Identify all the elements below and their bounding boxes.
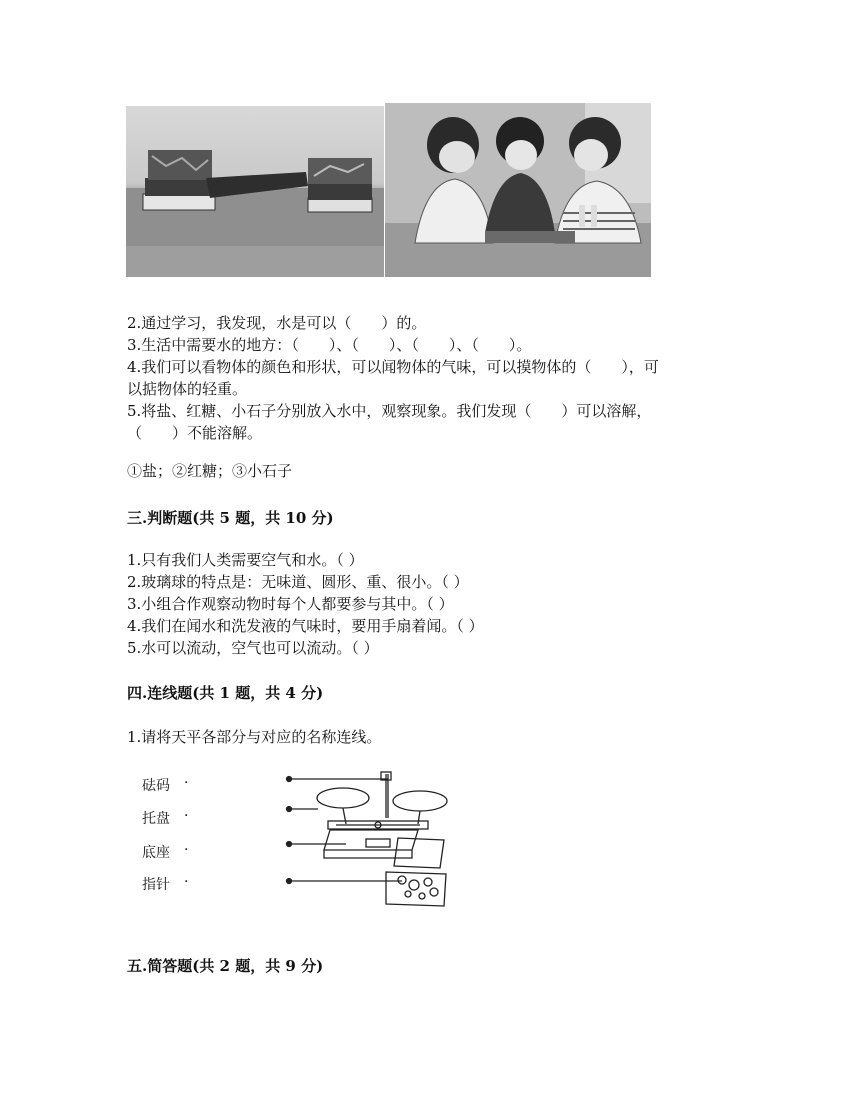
balance-scale-diagram bbox=[280, 768, 460, 908]
match-dot-3[interactable]: · bbox=[184, 842, 189, 858]
judge-item-4: 4.我们在闻水和洗发液的气味时，要用手扇着闻。（ ） bbox=[127, 617, 484, 635]
question-3: 3.生活中需要水的地方：（ ）、（ ）、（ ）、（ ）。 bbox=[127, 336, 532, 354]
question-4-line1: 4.我们可以看物体的颜色和形状，可以闻物体的气味，可以摸物体的（ ），可 bbox=[127, 358, 659, 376]
section-4-title: 四.连线题(共 1 题，共 4 分) bbox=[127, 684, 324, 702]
question-5-line1: 5.将盐、红糖、小石子分别放入水中，观察现象。我们发现（ ）可以溶解， bbox=[127, 402, 652, 420]
match-dot-2[interactable]: · bbox=[184, 808, 189, 824]
judge-item-5: 5.水可以流动，空气也可以流动。（ ） bbox=[127, 639, 379, 657]
options-line: ①盐；②红糖；③小石子 bbox=[127, 462, 293, 480]
matching-question: 1.请将天平各部分与对应的名称连线。 bbox=[127, 728, 382, 746]
photo-books-bridge bbox=[126, 106, 384, 277]
judge-item-2: 2.玻璃球的特点是：无味道、圆形、重、很小。（ ） bbox=[127, 573, 469, 591]
question-4-line2: 以掂物体的轻重。 bbox=[127, 380, 248, 398]
label-weights: 砝码 bbox=[142, 778, 170, 794]
judge-item-3: 3.小组合作观察动物时每个人都要参与其中。（ ） bbox=[127, 595, 454, 613]
label-pointer: 指针 bbox=[142, 877, 170, 893]
section-5-title: 五.简答题(共 2 题，共 9 分) bbox=[127, 957, 324, 975]
question-2: 2.通过学习，我发现，水是可以（ ）的。 bbox=[127, 314, 427, 332]
photo-children-observing bbox=[385, 103, 651, 277]
label-tray: 托盘 bbox=[142, 811, 170, 827]
label-base: 底座 bbox=[142, 845, 170, 861]
match-dot-4[interactable]: · bbox=[184, 874, 189, 890]
question-5-line2: （ ）不能溶解。 bbox=[127, 424, 263, 442]
judge-item-1: 1.只有我们人类需要空气和水。（ ） bbox=[127, 551, 364, 569]
section-3-title: 三.判断题(共 5 题，共 10 分) bbox=[127, 509, 334, 527]
match-dot-1[interactable]: · bbox=[184, 775, 189, 791]
